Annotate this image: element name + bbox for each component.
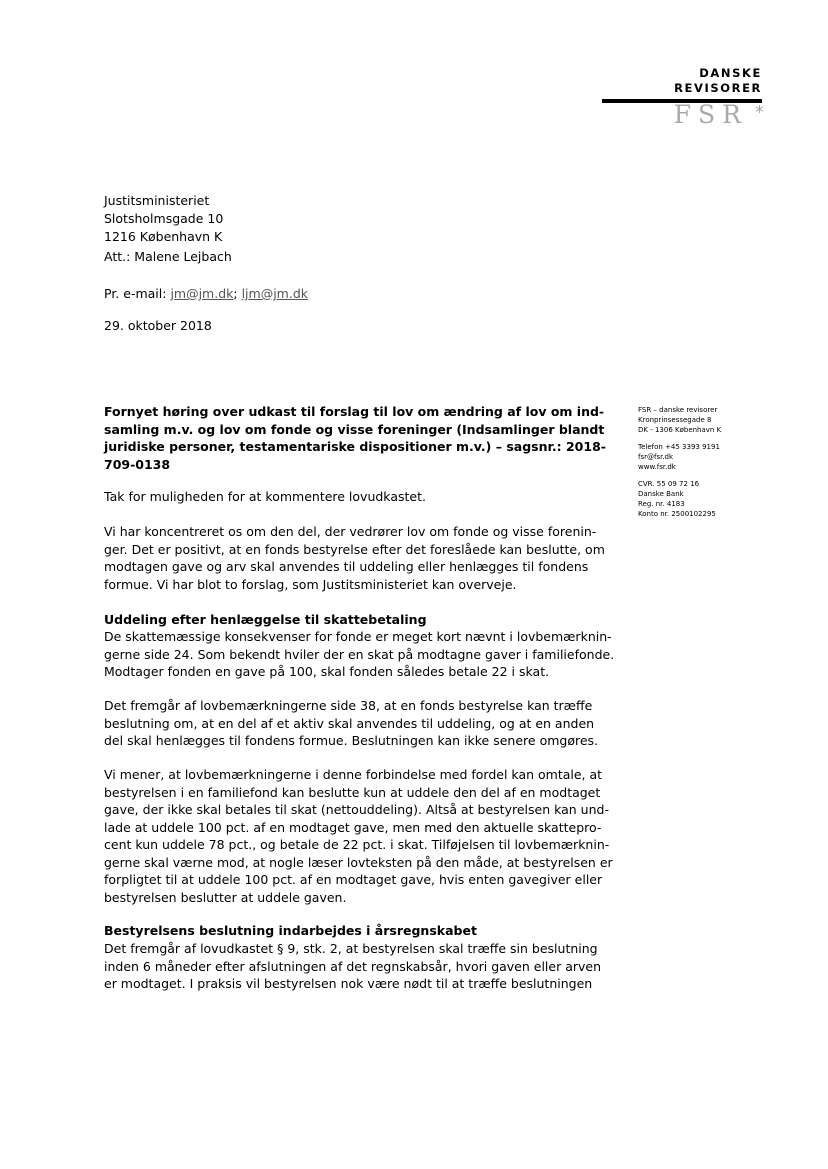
text-line: gerne side 24. Som bekendt hviler der en skat på modtagne gaver i familiefonde. (104, 646, 615, 662)
section-heading-uddeling: Uddeling efter henlæggelse til skattebetaling (104, 612, 427, 627)
text-line: formue. Vi har blot to forslag, som Justitsministeriet kan overveje. (104, 576, 517, 592)
recipient-name: Justitsministeriet (104, 193, 210, 208)
text-line: Vi mener, at lovbemærkningerne i denne forbindelse med fordel kan omtale, at (104, 767, 603, 782)
email-prefix: Pr. e-mail: (104, 286, 171, 301)
sender-reg: Reg. nr. 4183 (638, 500, 685, 508)
email-link-ljm[interactable]: ljm@jm.dk (241, 286, 308, 301)
sender-org: FSR – danske revisorer (638, 406, 718, 414)
sender-street: Kronprinsessegade 8 (638, 416, 712, 424)
sender-bank: Danske Bank (638, 490, 684, 498)
letter-date: 29. oktober 2018 (104, 318, 212, 333)
text-line: De skattemæssige konsekvenser for fonde er meget kort nævnt i lovbemærknin- (104, 629, 612, 644)
recipient-city: 1216 København K (104, 229, 223, 244)
text-line: bestyrelsen i en familiefond kan beslutte kun at uddele den del af en modtaget (104, 784, 601, 800)
recipient-street: Slotsholmsgade 10 (104, 211, 224, 226)
text-line: Det fremgår af lovbemærkningerne side 38, at en fonds bestyrelse kan træffe (104, 698, 593, 713)
text-line: ger. Det er positivt, at en fonds bestyrelse efter det foreslåede kan beslutte, om (104, 541, 605, 557)
text-line: beslutning om, at en del af et aktiv skal anvendes til uddeling, og at en anden (104, 715, 595, 731)
subject-line: Fornyet høring over udkast til forslag til lov om ændring af lov om ind- (104, 404, 605, 419)
sender-cvr: CVR. 55 09 72 16 (638, 480, 700, 488)
text-line: forpligtet til at uddele 100 pct. af en modtaget gave, hvis enten gavegiver eller (104, 872, 603, 887)
paragraph-tax (104, 628, 624, 681)
paragraph-annual-report (104, 940, 624, 993)
text-line: Vi har koncentreret os om den del, der vedrører lov om fonde og visse forenin- (104, 524, 597, 539)
subject-line: 709-0138 (104, 456, 171, 472)
recipient-attention: Att.: Malene Lejbach (104, 249, 232, 264)
subject-heading (104, 403, 604, 473)
text-line: del skal henlægges til fondens formue. Beslutningen kan ikke senere omgøres. (104, 733, 599, 748)
logo-text-danske: DANSKE (699, 66, 762, 80)
text-line: cent kun uddele 78 pct., og betale de 22 pct. i skat. Tilføjelsen til lovbemærknin- (104, 837, 610, 852)
logo-star-icon: * (755, 102, 764, 123)
section-heading-bestyrelse: Bestyrelsens beslutning indarbejdes i årsregnskabet (104, 923, 477, 938)
paragraph-decision (104, 697, 624, 750)
text-line: inden 6 måneder efter afslutningen af det regnskabsår, hvori gaven eller arven (104, 958, 602, 974)
sender-phone: Telefon +45 3393 9191 (638, 443, 720, 451)
text-line: bestyrelsen beslutter at uddele gaven. (104, 889, 347, 905)
subject-line: juridiske personer, testamentariske dispositioner m.v.) – sagsnr.: 2018- (104, 439, 606, 454)
text-line: gerne skal værne mod, at nogle læser lovteksten på den måde, at bestyrelsen er (104, 854, 613, 870)
paragraph-intro (104, 488, 624, 506)
text-line: gave, der ikke skal betales til skat (nettouddeling). Altså at bestyrelsen kan und- (104, 802, 609, 817)
logo-text-fsr: FSR (673, 100, 748, 129)
text-line: Modtager fonden en gave på 100, skal fonden således betale 22 i skat. (104, 664, 550, 679)
paragraph-focus (104, 523, 624, 593)
text-line: lade at uddele 100 pct. af en modtaget gave, men med den aktuelle skattepro- (104, 819, 602, 835)
fsr-logo (600, 66, 770, 136)
sender-web: www.fsr.dk (638, 463, 676, 471)
subject-line: samling m.v. og lov om fonde og visse foreninger (Indsamlinger blandt (104, 421, 605, 437)
text-line: Tak for muligheden for at kommentere lovudkastet. (104, 489, 426, 504)
text-line: modtagen gave og arv skal anvendes til uddeling eller henlægges til fondens (104, 559, 589, 574)
email-link-jm[interactable]: jm@jm.dk (170, 286, 234, 301)
paragraph-opinion (104, 766, 624, 906)
email-separator: ; (233, 286, 242, 301)
text-line: er modtaget. I praksis vil bestyrelsen nok være nødt til at træffe beslutningen (104, 976, 593, 991)
sender-email: fsr@fsr.dk (638, 453, 674, 461)
sender-city: DK - 1306 København K (638, 426, 722, 434)
text-line: Det fremgår af lovudkastet § 9, stk. 2, at bestyrelsen skal træffe sin beslutning (104, 941, 598, 956)
sender-info (638, 405, 778, 519)
sender-account: Konto nr. 2500102295 (638, 510, 716, 518)
logo-text-revisorer: REVISORER (674, 81, 762, 95)
email-line (104, 285, 308, 302)
